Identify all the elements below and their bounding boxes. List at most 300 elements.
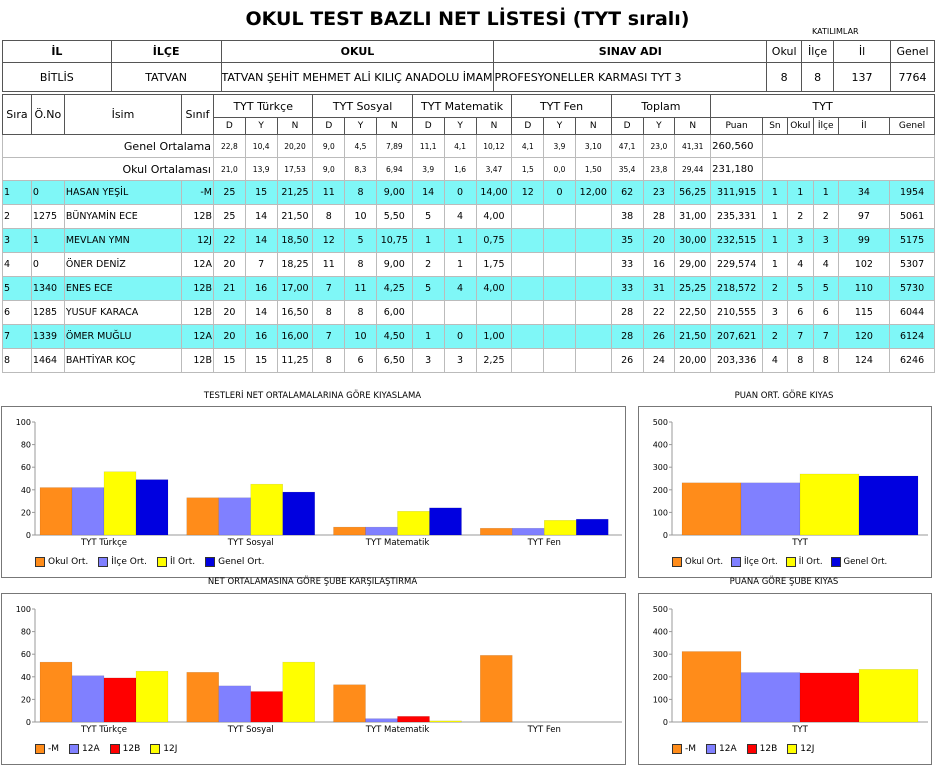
- row-value: 15: [245, 349, 277, 373]
- row-value: 17,00: [277, 277, 313, 301]
- row-isim: HASAN YEŞİL: [64, 181, 181, 205]
- legend-swatch: [706, 744, 716, 754]
- row-value: 25,25: [675, 277, 711, 301]
- row-value: [544, 277, 576, 301]
- row-value: 22,50: [675, 301, 711, 325]
- row-ilce: 7: [813, 325, 838, 349]
- legend-item: [69, 744, 100, 754]
- average-value: 6,94: [376, 158, 412, 181]
- row-ilce: 1: [813, 181, 838, 205]
- row-sn: 2: [763, 325, 788, 349]
- subheader-il: İl: [838, 118, 889, 135]
- average-value: 47,1: [611, 135, 643, 158]
- x-tick-label: TYT Matematik: [365, 538, 430, 547]
- bar-İl Ort.: [104, 472, 136, 535]
- row-puan: 218,572: [711, 277, 763, 301]
- average-blank: [763, 135, 935, 158]
- chart2-title: PUAN ORT. GÖRE KIYAS: [734, 391, 834, 401]
- average-value: 9,0: [313, 135, 345, 158]
- row-sinif: 12B: [182, 301, 214, 325]
- x-tick-label: TYT Sosyal: [227, 725, 274, 734]
- row-puan: 203,336: [711, 349, 763, 373]
- average-value: 1,6: [444, 158, 476, 181]
- y-tick-label: 100: [15, 605, 31, 614]
- katilim-genel-header: Genel: [890, 41, 934, 63]
- row-value: 8: [313, 205, 345, 229]
- row-ono: 0: [31, 181, 64, 205]
- row-ono: 1464: [31, 349, 64, 373]
- subheader-y: Y: [345, 118, 377, 135]
- row-ono: 1339: [31, 325, 64, 349]
- subheader-d: D: [313, 118, 345, 135]
- row-value: 7: [245, 253, 277, 277]
- bar-12A: [219, 686, 251, 722]
- row-value: 0,75: [476, 229, 512, 253]
- row-value: 20: [213, 253, 245, 277]
- bar-12B: [251, 691, 283, 722]
- legend-label: -M: [685, 744, 697, 754]
- legend-item: [747, 744, 778, 754]
- row-sira: 8: [3, 349, 32, 373]
- row-value: 25: [213, 205, 245, 229]
- row-value: [575, 349, 611, 373]
- row-value: 16: [245, 277, 277, 301]
- y-tick-label: 500: [652, 418, 668, 427]
- il-value: BİTLİS: [3, 63, 112, 92]
- row-sn: 1: [763, 253, 788, 277]
- legend-item: [35, 557, 88, 567]
- row-sn: 1: [763, 205, 788, 229]
- chart4-panel: [638, 593, 932, 765]
- row-value: 6,00: [376, 301, 412, 325]
- row-puan: 235,331: [711, 205, 763, 229]
- subheader-ilce: İlçe: [813, 118, 838, 135]
- average-value: 20,20: [277, 135, 313, 158]
- legend-swatch: [69, 744, 79, 754]
- row-value: 5: [345, 229, 377, 253]
- row-value: 4,00: [476, 277, 512, 301]
- row-value: [544, 301, 576, 325]
- row-sinif: 12A: [182, 325, 214, 349]
- chart1-legend: [35, 557, 264, 567]
- row-ilce: 3: [813, 229, 838, 253]
- bar-12J: [283, 662, 315, 722]
- row-okul: 8: [787, 349, 813, 373]
- bar-Okul Ort.: [40, 488, 72, 535]
- row-sn: 3: [763, 301, 788, 325]
- average-value: 3,9: [544, 135, 576, 158]
- y-tick-label: 200: [652, 485, 668, 495]
- x-tick-label: TYT: [792, 538, 808, 547]
- row-genel: 1954: [890, 181, 935, 205]
- row-value: 14: [245, 229, 277, 253]
- school-info-table: [2, 40, 935, 92]
- x-tick-label: TYT Türkçe: [80, 725, 128, 734]
- row-value: 31,00: [675, 205, 711, 229]
- row-okul: 5: [787, 277, 813, 301]
- row-ono: 1340: [31, 277, 64, 301]
- y-tick-label: 60: [20, 463, 31, 473]
- bar-12J: [859, 669, 918, 722]
- row-value: 35: [611, 229, 643, 253]
- row-value: 22: [643, 301, 675, 325]
- col-ono: Ö.No: [31, 95, 64, 135]
- bar-Genel Ort.: [576, 519, 608, 535]
- x-tick-label: TYT Türkçe: [80, 538, 128, 547]
- x-tick-label: TYT Fen: [527, 538, 561, 547]
- legend-label: İl Ort.: [169, 557, 196, 567]
- average-value: 23,8: [643, 158, 675, 181]
- row-ono: 1285: [31, 301, 64, 325]
- legend-item: [706, 744, 737, 754]
- col-tyt-fen: TYT Fen: [512, 95, 611, 118]
- bar-12A: [741, 673, 800, 722]
- average-label: Genel Ortalama: [3, 135, 214, 158]
- chart1-title: TESTLERİ NET ORTALAMALARINA GÖRE KIYASLAMA: [203, 391, 422, 401]
- row-puan: 207,621: [711, 325, 763, 349]
- col-tyt-sosyal: TYT Sosyal: [313, 95, 412, 118]
- subheader-n: N: [277, 118, 313, 135]
- y-tick-label: 0: [662, 718, 668, 727]
- row-value: 16,00: [277, 325, 313, 349]
- row-value: 9,00: [376, 181, 412, 205]
- subheader-n: N: [376, 118, 412, 135]
- row-value: 11: [313, 181, 345, 205]
- legend-item: [150, 744, 177, 754]
- row-value: [512, 325, 544, 349]
- katilim-ilce-value: 8: [802, 63, 834, 92]
- table-row: [3, 229, 935, 253]
- legend-item: [786, 557, 823, 567]
- legend-item: [672, 557, 723, 567]
- legend-swatch: [672, 557, 682, 567]
- row-value: [412, 301, 444, 325]
- row-sira: 3: [3, 229, 32, 253]
- row-value: [575, 301, 611, 325]
- row-value: 7: [313, 277, 345, 301]
- row-value: [575, 205, 611, 229]
- bar--M: [682, 651, 741, 722]
- row-ilce: 5: [813, 277, 838, 301]
- legend-item: [205, 557, 264, 567]
- subheader-genel: Genel: [890, 118, 935, 135]
- average-value: 10,12: [476, 135, 512, 158]
- average-value: 17,53: [277, 158, 313, 181]
- row-value: 2,25: [476, 349, 512, 373]
- row-okul: 2: [787, 205, 813, 229]
- row-ilce: 2: [813, 205, 838, 229]
- chart2-svg: [639, 407, 931, 547]
- row-okul: 6: [787, 301, 813, 325]
- legend-swatch: [787, 744, 797, 754]
- row-isim: MEVLAN YMN: [64, 229, 181, 253]
- row-value: 20: [213, 325, 245, 349]
- average-value: 3,10: [575, 135, 611, 158]
- average-value: 4,1: [444, 135, 476, 158]
- row-sira: 6: [3, 301, 32, 325]
- il-header: İL: [3, 41, 112, 63]
- row-puan: 311,915: [711, 181, 763, 205]
- bar-12J: [430, 721, 462, 722]
- row-value: [544, 229, 576, 253]
- y-tick-label: 500: [652, 605, 668, 614]
- subheader-d: D: [611, 118, 643, 135]
- legend-swatch: [110, 744, 120, 754]
- chart4-svg: [639, 594, 931, 734]
- row-value: [575, 229, 611, 253]
- okul-header: OKUL: [221, 41, 494, 63]
- row-value: 14: [245, 301, 277, 325]
- row-sira: 1: [3, 181, 32, 205]
- row-value: 14,00: [476, 181, 512, 205]
- row-value: [444, 301, 476, 325]
- average-value: 4,1: [512, 135, 544, 158]
- row-ono: 1: [31, 229, 64, 253]
- average-value: 11,1: [412, 135, 444, 158]
- row-value: 9,00: [376, 253, 412, 277]
- katilim-il-value: 137: [834, 63, 891, 92]
- subheader-y: Y: [444, 118, 476, 135]
- col-sinif: Sınıf: [182, 95, 214, 135]
- average-value: 1,5: [512, 158, 544, 181]
- row-value: 15: [213, 349, 245, 373]
- row-value: 8: [313, 301, 345, 325]
- legend-label: Genel Ort.: [218, 557, 265, 567]
- legend-item: [731, 557, 778, 567]
- table-row: [3, 277, 935, 301]
- legend-swatch: [98, 557, 108, 567]
- bar--M: [40, 662, 72, 722]
- row-value: 6,50: [376, 349, 412, 373]
- row-value: [575, 277, 611, 301]
- row-value: 28: [611, 301, 643, 325]
- row-value: [512, 253, 544, 277]
- row-value: 8: [313, 349, 345, 373]
- row-okul: 4: [787, 253, 813, 277]
- row-sinif: 12B: [182, 205, 214, 229]
- row-sn: 1: [763, 181, 788, 205]
- average-value: 35,4: [611, 158, 643, 181]
- row-value: 20: [213, 301, 245, 325]
- row-value: 12: [313, 229, 345, 253]
- legend-item: [110, 744, 141, 754]
- katilim-okul-value: 8: [767, 63, 802, 92]
- bar--M: [187, 672, 219, 722]
- y-tick-label: 0: [25, 531, 31, 540]
- net-list-table: [2, 94, 935, 373]
- row-genel: 6124: [890, 325, 935, 349]
- row-value: [512, 349, 544, 373]
- chart4-legend: [672, 744, 814, 754]
- row-okul: 1: [787, 181, 813, 205]
- average-value: 3,47: [476, 158, 512, 181]
- katilim-genel-value: 7764: [890, 63, 934, 92]
- bar--M: [480, 655, 512, 722]
- row-value: 26: [643, 325, 675, 349]
- row-value: 10: [345, 205, 377, 229]
- row-sn: 1: [763, 229, 788, 253]
- y-tick-label: 60: [20, 650, 31, 660]
- legend-swatch: [157, 557, 167, 567]
- bar-12A: [366, 719, 398, 722]
- y-tick-label: 40: [20, 672, 31, 682]
- legend-label: -M: [48, 744, 60, 754]
- row-value: 1: [444, 229, 476, 253]
- row-value: 24: [643, 349, 675, 373]
- row-value: 12,00: [575, 181, 611, 205]
- row-value: 7: [313, 325, 345, 349]
- legend-item: [157, 557, 195, 567]
- row-value: 10,75: [376, 229, 412, 253]
- subheader-n: N: [575, 118, 611, 135]
- row-value: 38: [611, 205, 643, 229]
- row-sira: 5: [3, 277, 32, 301]
- row-genel: 5061: [890, 205, 935, 229]
- row-value: 8: [345, 253, 377, 277]
- average-value: 7,89: [376, 135, 412, 158]
- bar-12B: [398, 716, 430, 722]
- row-genel: 5175: [890, 229, 935, 253]
- subheader-sn: Sn: [763, 118, 788, 135]
- legend-swatch: [35, 744, 45, 754]
- subheader-y: Y: [544, 118, 576, 135]
- legend-label: 12A: [719, 744, 737, 754]
- row-value: 2: [412, 253, 444, 277]
- chart3-legend: [35, 744, 177, 754]
- bar-12B: [104, 678, 136, 722]
- row-value: 4,25: [376, 277, 412, 301]
- subheader-okul: Okul: [787, 118, 813, 135]
- legend-item: [98, 557, 147, 567]
- row-value: 0: [444, 181, 476, 205]
- chart3-panel: [1, 593, 626, 765]
- row-value: 56,25: [675, 181, 711, 205]
- legend-swatch: [35, 557, 45, 567]
- chart2-legend: [672, 557, 887, 567]
- katilim-il-header: İl: [834, 41, 891, 63]
- row-il: 110: [838, 277, 889, 301]
- row-value: [575, 253, 611, 277]
- y-tick-label: 400: [652, 627, 668, 637]
- chart4-title: PUANA GÖRE ŞUBE KIYAS: [729, 577, 839, 587]
- col-tyt: TYT: [711, 95, 935, 118]
- row-value: 16: [245, 325, 277, 349]
- bar-İl Ort.: [800, 474, 859, 535]
- y-tick-label: 20: [20, 695, 31, 705]
- col-toplam: Toplam: [611, 95, 710, 118]
- average-value: 29,44: [675, 158, 711, 181]
- row-sinif: -M: [182, 181, 214, 205]
- average-blank: [763, 158, 935, 181]
- bar-İlçe Ort.: [366, 527, 398, 535]
- legend-label: Okul Ort.: [685, 557, 724, 567]
- row-value: 3: [444, 349, 476, 373]
- legend-swatch: [831, 557, 841, 567]
- row-value: 14: [412, 181, 444, 205]
- col-tyt-matematik: TYT Matematik: [412, 95, 512, 118]
- row-isim: ÖNER DENİZ: [64, 253, 181, 277]
- table-row: [3, 349, 935, 373]
- katilimlar-label: KATILIMLAR: [812, 27, 859, 36]
- subheader-y: Y: [643, 118, 675, 135]
- row-value: 28: [611, 325, 643, 349]
- y-tick-label: 100: [652, 508, 668, 518]
- row-value: 4,00: [476, 205, 512, 229]
- row-value: 8: [345, 181, 377, 205]
- col-sira: Sıra: [3, 95, 32, 135]
- row-sira: 7: [3, 325, 32, 349]
- row-genel: 5307: [890, 253, 935, 277]
- legend-item: [672, 744, 696, 754]
- row-value: 23: [643, 181, 675, 205]
- bar-12B: [800, 673, 859, 722]
- table-row: [3, 301, 935, 325]
- bar-Okul Ort.: [187, 498, 219, 535]
- row-value: 16: [643, 253, 675, 277]
- row-value: 6: [345, 349, 377, 373]
- bar-12A: [72, 676, 104, 722]
- row-value: 1,75: [476, 253, 512, 277]
- bar-İlçe Ort.: [741, 483, 800, 535]
- legend-label: 12J: [800, 744, 815, 754]
- bar--M: [334, 685, 366, 722]
- row-value: 10: [345, 325, 377, 349]
- legend-swatch: [731, 557, 741, 567]
- row-value: 20,00: [675, 349, 711, 373]
- row-ilce: 4: [813, 253, 838, 277]
- row-value: 1: [444, 253, 476, 277]
- row-sinif: 12B: [182, 277, 214, 301]
- chart3-svg: [2, 594, 625, 734]
- legend-swatch: [672, 744, 682, 754]
- row-value: 1,00: [476, 325, 512, 349]
- row-genel: 6044: [890, 301, 935, 325]
- col-tyt-turkce: TYT Türkçe: [213, 95, 312, 118]
- average-row: [3, 135, 935, 158]
- y-tick-label: 200: [652, 672, 668, 682]
- y-tick-label: 80: [20, 440, 31, 450]
- okul-value: TATVAN ŞEHİT MEHMET ALİ KILIÇ ANADOLU İMAM: [221, 63, 494, 92]
- bar-İl Ort.: [544, 520, 576, 535]
- row-value: [544, 325, 576, 349]
- bar-Okul Ort.: [682, 483, 741, 535]
- y-tick-label: 40: [20, 485, 31, 495]
- y-tick-label: 100: [15, 418, 31, 427]
- sinav-value: PROFESYONELLER KARMASI TYT 3: [494, 63, 767, 92]
- average-value: 8,3: [345, 158, 377, 181]
- y-tick-label: 300: [652, 463, 668, 473]
- row-value: 15: [245, 181, 277, 205]
- row-value: 25: [213, 181, 245, 205]
- row-value: [544, 349, 576, 373]
- bar-İlçe Ort.: [219, 498, 251, 535]
- row-value: 21,50: [675, 325, 711, 349]
- legend-item: [35, 744, 59, 754]
- legend-item: [831, 557, 888, 567]
- row-value: [512, 301, 544, 325]
- average-value: 9,0: [313, 158, 345, 181]
- row-value: 30,00: [675, 229, 711, 253]
- katilim-okul-header: Okul: [767, 41, 802, 63]
- row-sira: 2: [3, 205, 32, 229]
- y-tick-label: 80: [20, 627, 31, 637]
- legend-label: İlçe Ort.: [111, 557, 147, 567]
- row-sinif: 12J: [182, 229, 214, 253]
- average-value: 4,5: [345, 135, 377, 158]
- subheader-puan: Puan: [711, 118, 763, 135]
- row-sira: 4: [3, 253, 32, 277]
- sinav-header: SINAV ADI: [494, 41, 767, 63]
